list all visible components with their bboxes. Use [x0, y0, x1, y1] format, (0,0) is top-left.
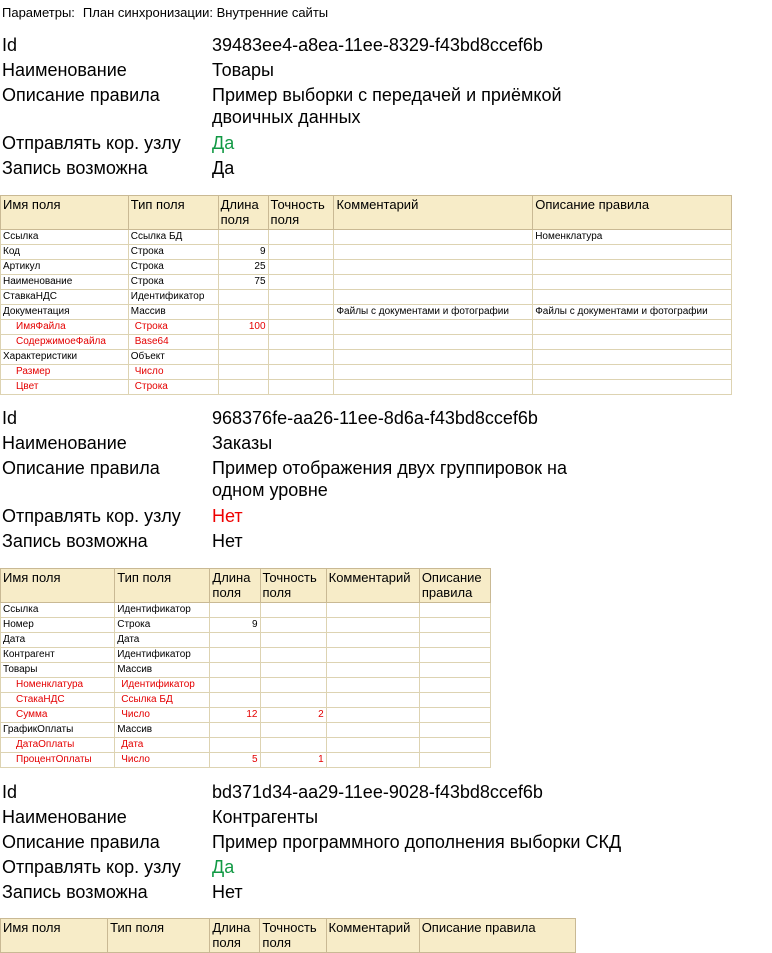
field-name-cell: Размер: [1, 365, 129, 380]
col-field-type: Тип поля: [108, 919, 210, 953]
field-length-cell: [210, 738, 260, 753]
field-name-cell: Ссылка: [1, 603, 115, 618]
field-name-cell: Дата: [1, 633, 115, 648]
field-type-cell: Строка: [115, 618, 210, 633]
rule-description-cell: Номенклатура: [533, 230, 732, 245]
field-name-cell: СодержимоеФайла: [1, 335, 129, 350]
field-name-cell: Контрагент: [1, 648, 115, 663]
col-rule-description: Описание правила: [419, 569, 490, 603]
rule-name: Контрагенты: [212, 807, 319, 827]
rule-id: bd371d34-aa29-11ee-9028-f43bd8ccef6b: [212, 782, 543, 802]
table-row: [1, 305, 732, 320]
field-length-cell: 9: [210, 618, 260, 633]
send-value: Да: [212, 857, 235, 877]
field-length-cell: [218, 305, 268, 320]
field-type-cell: Дата: [115, 633, 210, 648]
field-type-cell: Массив: [128, 305, 218, 320]
table-header: [1, 569, 491, 603]
rule-3-properties: [2, 780, 762, 905]
comment-cell: [326, 603, 419, 618]
col-field-precision: Точность поля: [268, 196, 334, 230]
rule-description-cell: [533, 290, 732, 305]
table-row: [1, 350, 732, 365]
col-field-precision: Точность поля: [260, 569, 326, 603]
table-row: [1, 693, 491, 708]
rule-description-cell: [419, 633, 490, 648]
field-length-cell: [210, 678, 260, 693]
field-length-cell: 12: [210, 708, 260, 723]
field-type-cell: Дата: [115, 738, 210, 753]
field-length-cell: 9: [218, 245, 268, 260]
id-label: Id: [2, 35, 18, 55]
field-length-cell: [218, 335, 268, 350]
field-precision-cell: [268, 365, 334, 380]
field-type-cell: Строка: [128, 320, 218, 335]
field-length-cell: [210, 723, 260, 738]
comment-cell: [326, 648, 419, 663]
field-type-cell: Base64: [128, 335, 218, 350]
rule-name: Товары: [212, 60, 274, 80]
field-precision-cell: [268, 380, 334, 395]
field-precision-cell: [268, 260, 334, 275]
field-precision-cell: [268, 230, 334, 245]
field-type-cell: Строка: [128, 380, 218, 395]
rule-description-cell: [533, 245, 732, 260]
comment-cell: [334, 290, 533, 305]
comment-cell: [326, 693, 419, 708]
rule-description-cell: [419, 693, 490, 708]
field-type-cell: Число: [128, 365, 218, 380]
field-length-cell: 75: [218, 275, 268, 290]
col-field-type: Тип поля: [115, 569, 210, 603]
comment-cell: [326, 663, 419, 678]
comment-cell: [326, 678, 419, 693]
rule-id: 968376fe-aa26-11ee-8d6a-f43bd8ccef6b: [212, 408, 538, 428]
field-length-cell: 100: [218, 320, 268, 335]
comment-cell: [334, 320, 533, 335]
send-label: Отправлять кор. узлу: [2, 506, 181, 526]
rule-description-cell: [419, 648, 490, 663]
field-length-cell: [210, 633, 260, 648]
field-precision-cell: 1: [260, 753, 326, 768]
field-length-cell: [218, 380, 268, 395]
field-type-cell: Строка: [128, 260, 218, 275]
table-row: [1, 633, 491, 648]
field-name-cell: СтавкаНДС: [1, 290, 129, 305]
rule-description-cell: [533, 335, 732, 350]
rule-description-cell: [533, 260, 732, 275]
field-precision-cell: [260, 618, 326, 633]
field-precision-cell: [268, 350, 334, 365]
col-field-name: Имя поля: [1, 919, 108, 953]
field-precision-cell: 2: [260, 708, 326, 723]
col-comment: Комментарий: [326, 919, 419, 953]
send-label: Отправлять кор. узлу: [2, 857, 181, 877]
comment-cell: [334, 245, 533, 260]
desc-label: Описание правила: [2, 832, 160, 852]
comment-cell: [334, 230, 533, 245]
rule-description-cell: [533, 350, 732, 365]
id-label: Id: [2, 782, 18, 802]
field-precision-cell: [268, 305, 334, 320]
comment-cell: [326, 753, 419, 768]
table-row: [1, 753, 491, 768]
field-precision-cell: [260, 693, 326, 708]
table-row: [1, 380, 732, 395]
field-precision-cell: [260, 648, 326, 663]
table-row: [1, 335, 732, 350]
field-type-cell: Число: [115, 708, 210, 723]
rule-description-cell: [419, 618, 490, 633]
rule-description-cell: [419, 753, 490, 768]
write-value: Нет: [212, 882, 243, 902]
table-row: [1, 618, 491, 633]
write-value: Нет: [212, 531, 243, 551]
send-value: Да: [212, 133, 235, 153]
field-name-cell: Ссылка: [1, 230, 129, 245]
table-header: [1, 196, 732, 230]
name-label: Наименование: [2, 433, 127, 453]
field-type-cell: Ссылка БД: [128, 230, 218, 245]
rule-2-properties: [2, 406, 762, 554]
field-name-cell: ГрафикОплаты: [1, 723, 115, 738]
field-precision-cell: [260, 633, 326, 648]
field-precision-cell: [268, 290, 334, 305]
send-label: Отправлять кор. узлу: [2, 133, 181, 153]
rule-description-cell: [533, 380, 732, 395]
field-name-cell: Сумма: [1, 708, 115, 723]
field-length-cell: [218, 290, 268, 305]
field-name-cell: Артикул: [1, 260, 129, 275]
field-precision-cell: [260, 663, 326, 678]
table-row: [1, 648, 491, 663]
comment-cell: [334, 365, 533, 380]
rule-description-cell: [533, 365, 732, 380]
comment-cell: [334, 350, 533, 365]
write-label: Запись возможна: [2, 531, 148, 551]
field-type-cell: Идентификатор: [115, 603, 210, 618]
rule-description: Пример программного дополнения выборки СКД: [212, 832, 622, 852]
col-field-type: Тип поля: [128, 196, 218, 230]
field-length-cell: 25: [218, 260, 268, 275]
comment-cell: [334, 380, 533, 395]
comment-cell: Файлы с документами и фотографии: [334, 305, 533, 320]
parameters-line: [2, 5, 328, 20]
table-row: [1, 663, 491, 678]
write-value: Да: [212, 158, 235, 178]
rule-description-cell: [419, 723, 490, 738]
name-label: Наименование: [2, 807, 127, 827]
field-precision-cell: [260, 738, 326, 753]
col-field-length: Длина поля: [210, 569, 260, 603]
field-name-cell: Код: [1, 245, 129, 260]
comment-cell: [326, 723, 419, 738]
comment-cell: [334, 275, 533, 290]
write-label: Запись возможна: [2, 158, 148, 178]
fields-table-2: [0, 568, 491, 768]
field-name-cell: СтакаНДС: [1, 693, 115, 708]
rule-description-cell: [533, 320, 732, 335]
desc-label: Описание правила: [2, 458, 160, 478]
field-type-cell: Строка: [128, 275, 218, 290]
comment-cell: [326, 708, 419, 723]
field-type-cell: Ссылка БД: [115, 693, 210, 708]
table-row: [1, 245, 732, 260]
table-row: [1, 678, 491, 693]
field-name-cell: ПроцентОплаты: [1, 753, 115, 768]
field-length-cell: [210, 663, 260, 678]
col-field-name: Имя поля: [1, 569, 115, 603]
rule-description-cell: [419, 708, 490, 723]
table-row: [1, 260, 732, 275]
field-type-cell: Идентификатор: [115, 648, 210, 663]
field-type-cell: Число: [115, 753, 210, 768]
field-type-cell: Массив: [115, 723, 210, 738]
field-length-cell: [218, 365, 268, 380]
field-name-cell: Номенклатура: [1, 678, 115, 693]
table-row: [1, 275, 732, 290]
table-row: [1, 365, 732, 380]
table-row: [1, 738, 491, 753]
field-precision-cell: [268, 335, 334, 350]
table-row: [1, 708, 491, 723]
field-precision-cell: [268, 275, 334, 290]
field-name-cell: ИмяФайла: [1, 320, 129, 335]
field-precision-cell: [268, 245, 334, 260]
field-name-cell: Характеристики: [1, 350, 129, 365]
parameters-value: План синхронизации: Внутренние сайты: [82, 5, 329, 20]
write-label: Запись возможна: [2, 882, 148, 902]
field-length-cell: [218, 350, 268, 365]
comment-cell: [326, 633, 419, 648]
rule-name: Заказы: [212, 433, 273, 453]
field-type-cell: Идентификатор: [115, 678, 210, 693]
comment-cell: [334, 335, 533, 350]
send-value: Нет: [212, 506, 243, 526]
col-field-length: Длина поля: [218, 196, 268, 230]
col-rule-description: Описание правила: [419, 919, 575, 953]
rule-description-cell: [533, 275, 732, 290]
field-name-cell: Документация: [1, 305, 129, 320]
field-precision-cell: [260, 603, 326, 618]
rule-description-cell: [419, 603, 490, 618]
fields-table-3: [0, 918, 576, 953]
col-field-name: Имя поля: [1, 196, 129, 230]
col-comment: Комментарий: [334, 196, 533, 230]
field-precision-cell: [260, 678, 326, 693]
field-length-cell: [210, 648, 260, 663]
field-length-cell: [210, 603, 260, 618]
field-precision-cell: [268, 320, 334, 335]
table-row: [1, 723, 491, 738]
field-type-cell: Массив: [115, 663, 210, 678]
parameters-label: Параметры:: [2, 5, 75, 20]
field-length-cell: 5: [210, 753, 260, 768]
field-length-cell: [218, 230, 268, 245]
table-row: [1, 290, 732, 305]
rule-description-cell: [419, 663, 490, 678]
field-length-cell: [210, 693, 260, 708]
field-precision-cell: [260, 723, 326, 738]
rule-description-cell: Файлы с документами и фотографии: [533, 305, 732, 320]
col-field-length: Длина поля: [210, 919, 260, 953]
field-type-cell: Объект: [128, 350, 218, 365]
table-row: [1, 320, 732, 335]
rule-description: Пример выборки с передачей и приёмкой двоичных данных: [212, 85, 562, 127]
field-name-cell: Товары: [1, 663, 115, 678]
field-name-cell: Номер: [1, 618, 115, 633]
comment-cell: [326, 618, 419, 633]
field-name-cell: ДатаОплаты: [1, 738, 115, 753]
comment-cell: [334, 260, 533, 275]
field-type-cell: Идентификатор: [128, 290, 218, 305]
rule-id: 39483ee4-a8ea-11ee-8329-f43bd8ccef6b: [212, 35, 543, 55]
comment-cell: [326, 738, 419, 753]
fields-table-1: [0, 195, 732, 395]
col-comment: Комментарий: [326, 569, 419, 603]
table-row: [1, 603, 491, 618]
rule-description-cell: [419, 678, 490, 693]
name-label: Наименование: [2, 60, 127, 80]
rule-description: Пример отображения двух группировок на одном уровне: [212, 458, 568, 500]
table-row: [1, 230, 732, 245]
field-type-cell: Строка: [128, 245, 218, 260]
col-rule-description: Описание правила: [533, 196, 732, 230]
rule-description-cell: [419, 738, 490, 753]
rule-1-properties: [2, 33, 762, 181]
table-header: [1, 919, 576, 953]
field-name-cell: Цвет: [1, 380, 129, 395]
desc-label: Описание правила: [2, 85, 160, 105]
col-field-precision: Точность поля: [260, 919, 326, 953]
field-name-cell: Наименование: [1, 275, 129, 290]
id-label: Id: [2, 408, 18, 428]
